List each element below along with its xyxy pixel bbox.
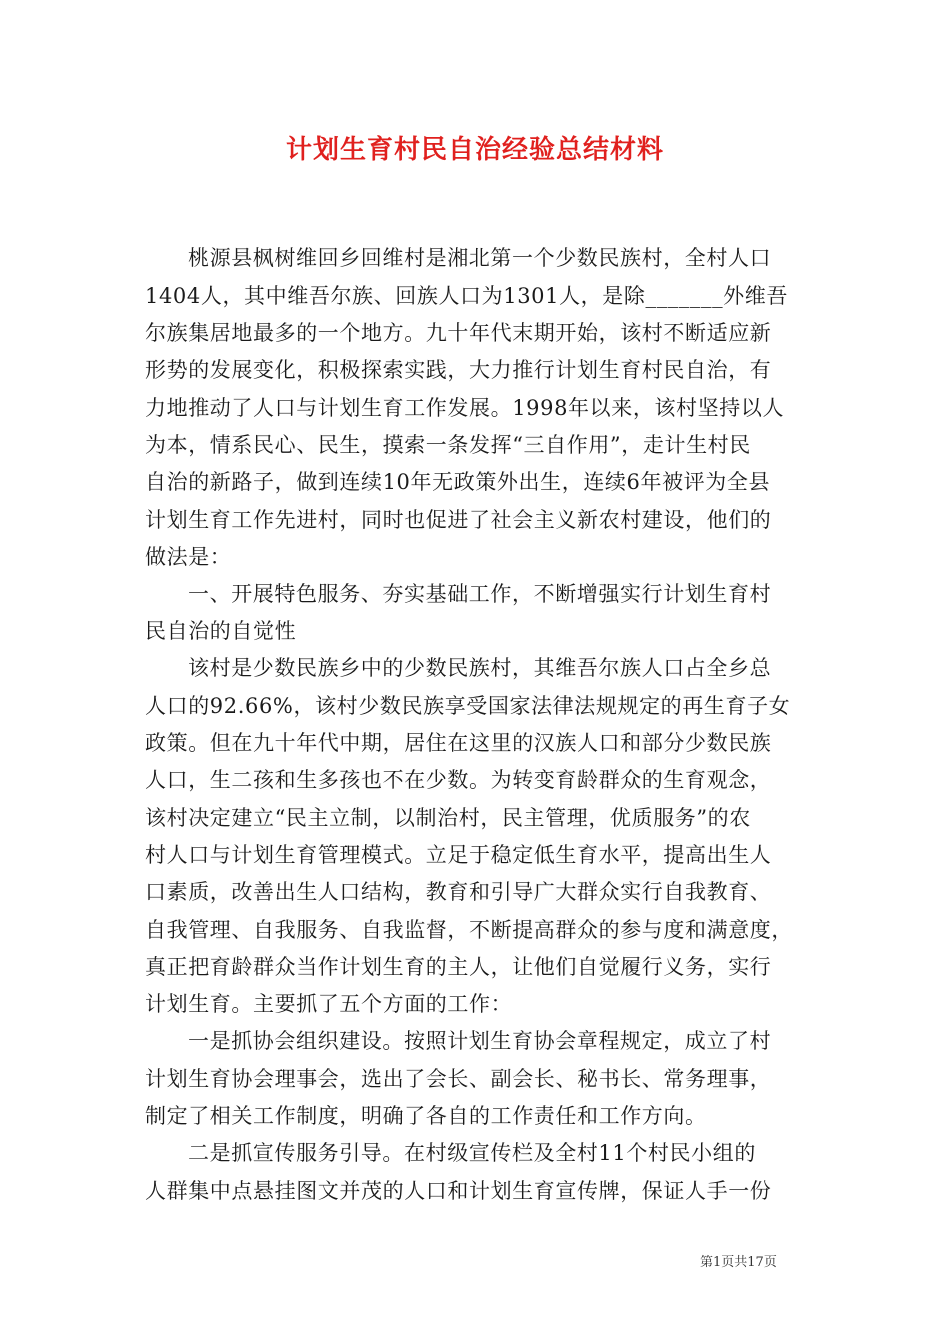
body-line: 形势的发展变化，积极探索实践，大力推行计划生育村民自治，有 xyxy=(145,358,772,382)
body-line: 力地推动了人口与计划生育工作发展。1998年以来，该村坚持以人 xyxy=(145,396,785,420)
body-line: 制定了相关工作制度，明确了各自的工作责任和工作方向。 xyxy=(145,1104,707,1128)
body-line: 桃源县枫树维回乡回维村是湘北第一个少数民族村，全村人口 xyxy=(188,246,772,270)
body-line: 一是抓协会组织建设。按照计划生育协会章程规定，成立了村 xyxy=(188,1029,772,1053)
body-line: 尔族集居地最多的一个地方。九十年代末期开始，该村不断适应新 xyxy=(145,321,772,345)
body-line: 为本，情系民心、民生，摸索一条发挥“三自作用”，走计生村民 xyxy=(145,433,751,457)
section-heading: 民自治的自觉性 xyxy=(145,619,297,643)
body-line: 口素质，改善出生人口结构，教育和引导广大群众实行自我教育、 xyxy=(145,880,772,904)
page-number: 第1页共17页 xyxy=(700,1255,777,1270)
body-line: 做法是： xyxy=(145,545,232,569)
body-line: 人口的92.66%，该村少数民族享受国家法律法规规定的再生育子女 xyxy=(145,694,791,718)
body-line: 政策。但在九十年代中期，居住在这里的汉族人口和部分少数民族 xyxy=(145,731,772,755)
body-line: 人口，生二孩和生多孩也不在少数。为转变育龄群众的生育观念， xyxy=(145,768,772,792)
body-line: 自我管理、自我服务、自我监督，不断提高群众的参与度和满意度， xyxy=(145,918,793,942)
body-line: 二是抓宣传服务引导。在村级宣传栏及全村11个村民小组的 xyxy=(188,1141,756,1165)
body-line: 计划生育协会理事会，选出了会长、副会长、秘书长、常务理事， xyxy=(145,1067,772,1091)
document-title: 计划生育村民自治经验总结材料 xyxy=(285,135,664,165)
body-line: 自治的新路子，做到连续10年无政策外出生，连续6年被评为全县 xyxy=(145,470,771,494)
body-line: 人群集中点悬挂图文并茂的人口和计划生育宣传牌，保证人手一份 xyxy=(145,1179,772,1203)
body-line: 该村决定建立“民主立制，以制治村，民主管理，优质服务”的农 xyxy=(145,806,751,830)
body-line: 计划生育。主要抓了五个方面的工作： xyxy=(145,992,513,1016)
body-line: 真正把育龄群众当作计划生育的主人，让他们自觉履行义务，实行 xyxy=(145,955,772,979)
body-line: 1404人，其中维吾尔族、回族人口为1301人，是除_______外维吾 xyxy=(145,284,788,308)
body-line: 计划生育工作先进村，同时也促进了社会主义新农村建设，他们的 xyxy=(145,508,772,532)
body-line: 该村是少数民族乡中的少数民族村，其维吾尔族人口占全乡总 xyxy=(188,656,772,680)
body-line: 村人口与计划生育管理模式。立足于稳定低生育水平，提高出生人 xyxy=(145,843,772,867)
section-heading: 一、开展特色服务、夯实基础工作，不断增强实行计划生育村 xyxy=(188,582,772,606)
